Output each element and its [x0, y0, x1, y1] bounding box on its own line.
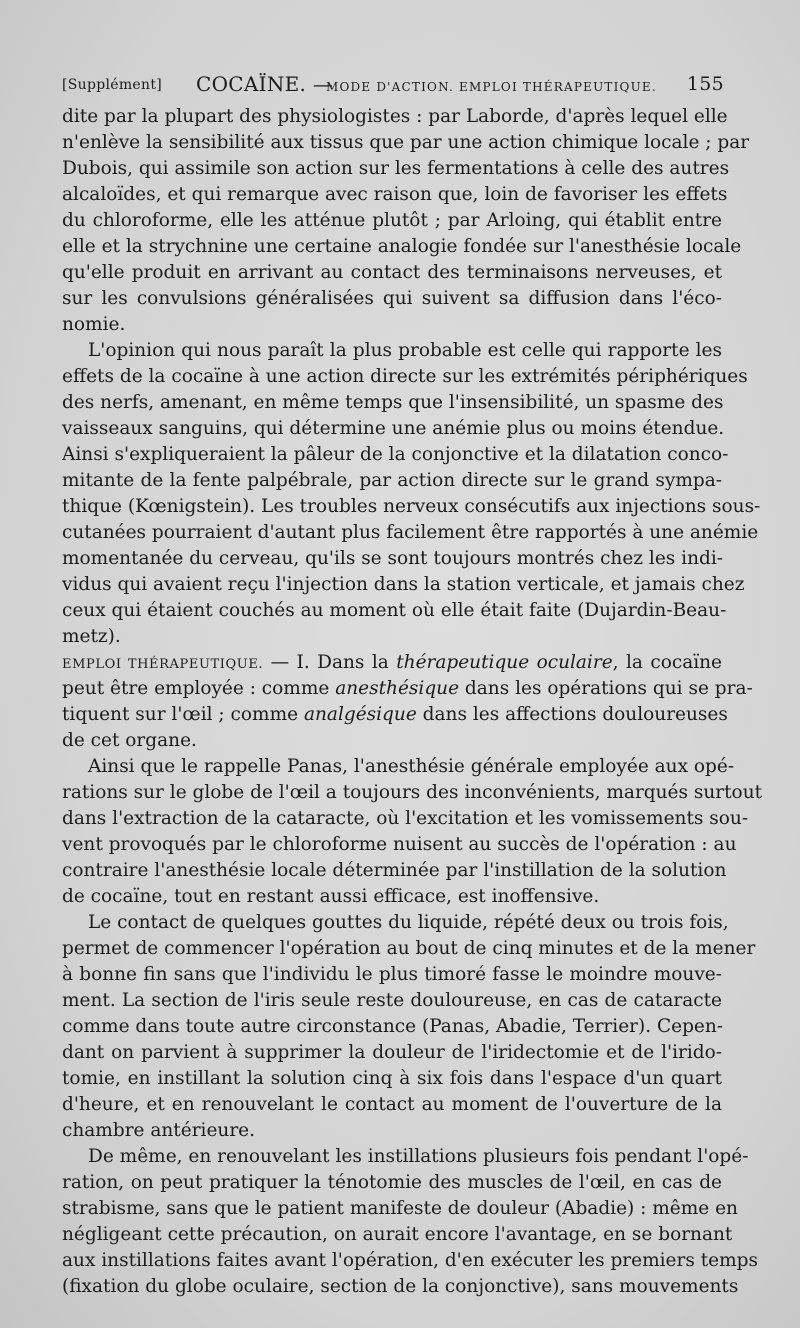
- text-line: sur les convulsions généralisées qui suivent sa diffusion dans l'éco-: [62, 288, 722, 309]
- text-line: peut être employée : comme anesthésique dans les opérations qui se pra-: [62, 678, 753, 699]
- text-line: permet de commencer l'opération au bout de cinq minutes et de la mener: [62, 938, 756, 959]
- header-subtitle: MODE D'ACTION. EMPLOI THÉRAPEUTIQUE.: [326, 80, 657, 94]
- text-line: nomie.: [62, 314, 126, 335]
- text-line: tiquent sur l'œil ; comme analgésique dans les affections douloureuses: [62, 704, 728, 725]
- text-line: Ainsi que le rappelle Panas, l'anesthésie générale employée aux opé-: [88, 756, 735, 777]
- text-line: à bonne fin sans que l'individu le plus timoré fasse le moindre mouve-: [62, 964, 722, 985]
- running-header: [62, 74, 724, 102]
- text-line: dans l'extraction de la cataracte, où l'excitation et les vomissements sou-: [62, 808, 749, 829]
- text-line: dant on parvient à supprimer la douleur de l'iridectomie et de l'irido-: [62, 1042, 722, 1063]
- text-line: comme dans toute autre circonstance (Panas, Abadie, Terrier). Cepen-: [62, 1016, 724, 1037]
- text-line: mitante de la fente palpébrale, par action directe sur le grand sympa-: [62, 470, 722, 491]
- text-line: strabisme, sans que le patient manifeste de douleur (Abadie) : même en: [62, 1198, 738, 1219]
- header-title: COCAÏNE. —: [196, 72, 334, 96]
- page-number: 155: [686, 73, 724, 95]
- text-line: metz).: [62, 626, 121, 647]
- text-line: de cocaïne, tout en restant aussi efficace, est inoffensive.: [62, 886, 600, 907]
- text-line: d'heure, et en renouvelant le contact au moment de l'ouverture de la: [62, 1094, 722, 1115]
- text-line: vent provoqués par le chloroforme nuisent au succès de l'opération : au: [62, 834, 737, 855]
- text-line: du chloroforme, elle les atténue plutôt ; par Arloing, qui établit entre: [62, 210, 722, 231]
- text-line: cutanées pourraient d'autant plus facilement être rapportés à une anémie: [62, 522, 759, 543]
- text-line: Le contact de quelques gouttes du liquide, répété deux ou trois fois,: [88, 912, 729, 933]
- text-line: thique (Kœnigstein). Les troubles nerveux consécutifs aux injections sous-: [62, 496, 761, 517]
- text-line: elle et la strychnine une certaine analogie fondée sur l'anesthésie locale: [62, 236, 742, 257]
- text-line: De même, en renouvelant les instillations plusieurs fois pendant l'opé-: [88, 1146, 749, 1167]
- text-line: vidus qui avaient reçu l'injection dans la station verticale, et jamais chez: [62, 574, 745, 595]
- text-line: L'opinion qui nous paraît la plus probable est celle qui rapporte les: [88, 340, 722, 361]
- text-line: de cet organe.: [62, 730, 197, 751]
- text-line: dite par la plupart des physiologistes : par Laborde, d'après lequel elle: [62, 106, 728, 127]
- text-line: négligeant cette précaution, on aurait encore l'avantage, en se bornant: [62, 1224, 733, 1245]
- text-line: tomie, en instillant la solution cinq à six fois dans l'espace d'un quart: [62, 1068, 722, 1089]
- text-line: ration, on peut pratiquer la ténotomie des muscles de l'œil, en cas de: [62, 1172, 722, 1193]
- text-line: Ainsi s'expliqueraient la pâleur de la conjonctive et la dilatation conco-: [62, 444, 729, 465]
- header-supplement: [Supplément]: [62, 77, 163, 93]
- text-line: (fixation du globe oculaire, section de la conjonctive), sans mouvements: [62, 1276, 739, 1297]
- text-line: effets de la cocaïne à une action directe sur les extrémités périphériques: [62, 366, 748, 387]
- text-line: ment. La section de l'iris seule reste douloureuse, en cas de cataracte: [62, 990, 722, 1011]
- text-line: EMPLOI THÉRAPEUTIQUE. — I. Dans la thérapeutique oculaire, la cocaïne: [62, 652, 723, 673]
- text-line: des nerfs, amenant, en même temps que l'insensibilité, un spasme des: [62, 392, 724, 413]
- text-line: vaisseaux sanguins, qui détermine une anémie plus ou moins étendue.: [62, 418, 725, 439]
- text-line: chambre antérieure.: [62, 1120, 255, 1141]
- text-line: n'enlève la sensibilité aux tissus que par une action chimique locale ; par: [62, 132, 750, 153]
- text-line: ceux qui étaient couchés au moment où elle était faite (Dujardin-Beau-: [62, 600, 727, 621]
- text-line: contraire l'anesthésie locale déterminée par l'instillation de la solution: [62, 860, 727, 881]
- text-line: qu'elle produit en arrivant au contact des terminaisons nerveuses, et: [62, 262, 722, 283]
- text-line: rations sur le globe de l'œil a toujours des inconvénients, marqués surtout: [62, 782, 763, 803]
- text-line: Dubois, qui assimile son action sur les fermentations à celle des autres: [62, 158, 730, 179]
- body-text: [62, 104, 763, 1300]
- text-line: alcaloïdes, et qui remarque avec raison que, loin de favoriser les effets: [62, 184, 728, 205]
- text-line: aux instillations faites avant l'opération, d'en exécuter les premiers temps: [62, 1250, 758, 1271]
- text-line: momentanée du cerveau, qu'ils se sont toujours montrés chez les indi-: [62, 548, 723, 569]
